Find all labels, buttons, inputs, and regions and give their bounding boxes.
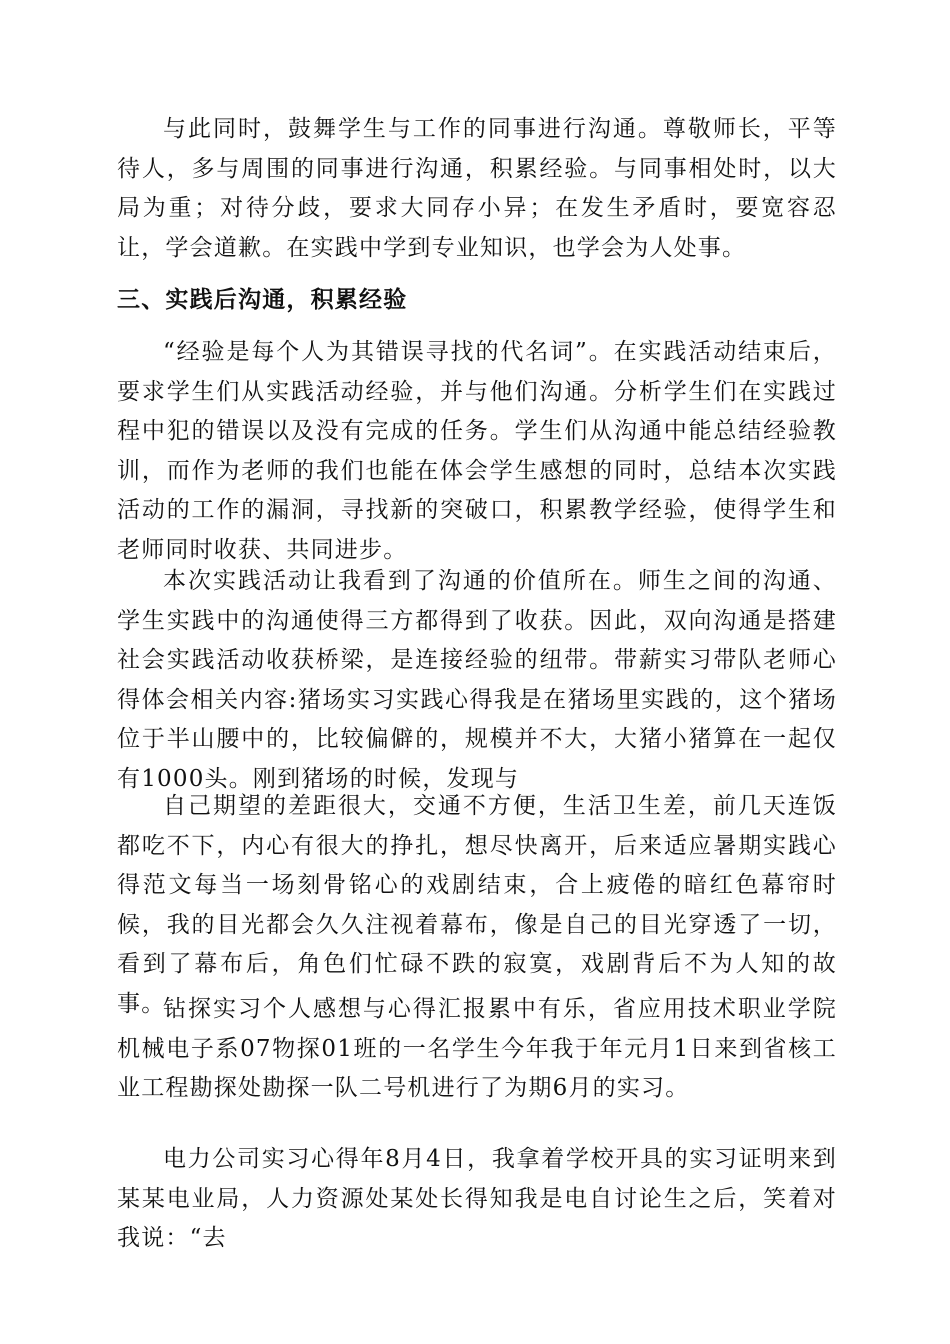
paragraph-expectation-gap: 自己期望的差距很大，交通不方便，生活卫生差，前几天连饭都吃不下，内心有很大的挣扎，想尽快离开，后来适应暑期实践心得范文每当一场刻骨铭心的戏剧结束，合上疲倦的暗红色幕帘时候，我的目光都会久久注视着幕布，像是自己的目光穿透了一切，看到了幕布后，角色们忙碌不跌的寂寞，戏剧背后不为人知的故事。 [117, 793, 837, 1017]
section-heading-3: 三、实践后沟通，积累经验 [117, 287, 408, 313]
paragraph-drilling-internship: 钻探实习个人感想与心得汇报累中有乐，省应用技术职业学院机械电子系07物探01班的一名学生今年我于年元月1日来到省核工业工程勘探处勘探一队二号机进行了为期6月的实习。 [117, 996, 837, 1101]
paragraph-communication-value: 本次实践活动让我看到了沟通的价值所在。师生之间的沟通、学生实践中的沟通使得三方都得到了收获。因此，双向沟通是搭建社会实践活动收获桥梁，是连接经验的纽带。带薪实习带队老师心得体会相关内容:猪场实习实践心得我是在猪场里实践的，这个猪场位于半山腰中的，比较偏僻的，规模并不大，大猪小猪算在一起仅有1000头。刚到猪场的时候，发现与 [117, 568, 837, 792]
paragraph-power-company: 电力公司实习心得年8月4日，我拿着学校开具的实习证明来到某某电业局，人力资源处某处长得知我是电自讨论生之后，笑着对我说：“去 [117, 1146, 837, 1251]
paragraph-colleague-communication: 与此同时，鼓舞学生与工作的同事进行沟通。尊敬师长，平等待人，多与周围的同事进行沟通，积累经验。与同事相处时，以大局为重；对待分歧，要求大同存小异；在发生矛盾时，要宽容忍让，学会道歉。在实践中学到专业知识，也学会为人处事。 [117, 116, 837, 261]
paragraph-experience-quote: “经验是每个人为其错误寻找的代名词”。在实践活动结束后，要求学生们从实践活动经验，并与他们沟通。分析学生们在实践过程中犯的错误以及没有完成的任务。学生们从沟通中能总结经验教训，而作为老师的我们也能在体会学生感想的同时，总结本次实践活动的工作的漏洞，寻找新的突破口，积累教学经验，使得学生和老师同时收获、共同进步。 [117, 339, 837, 563]
